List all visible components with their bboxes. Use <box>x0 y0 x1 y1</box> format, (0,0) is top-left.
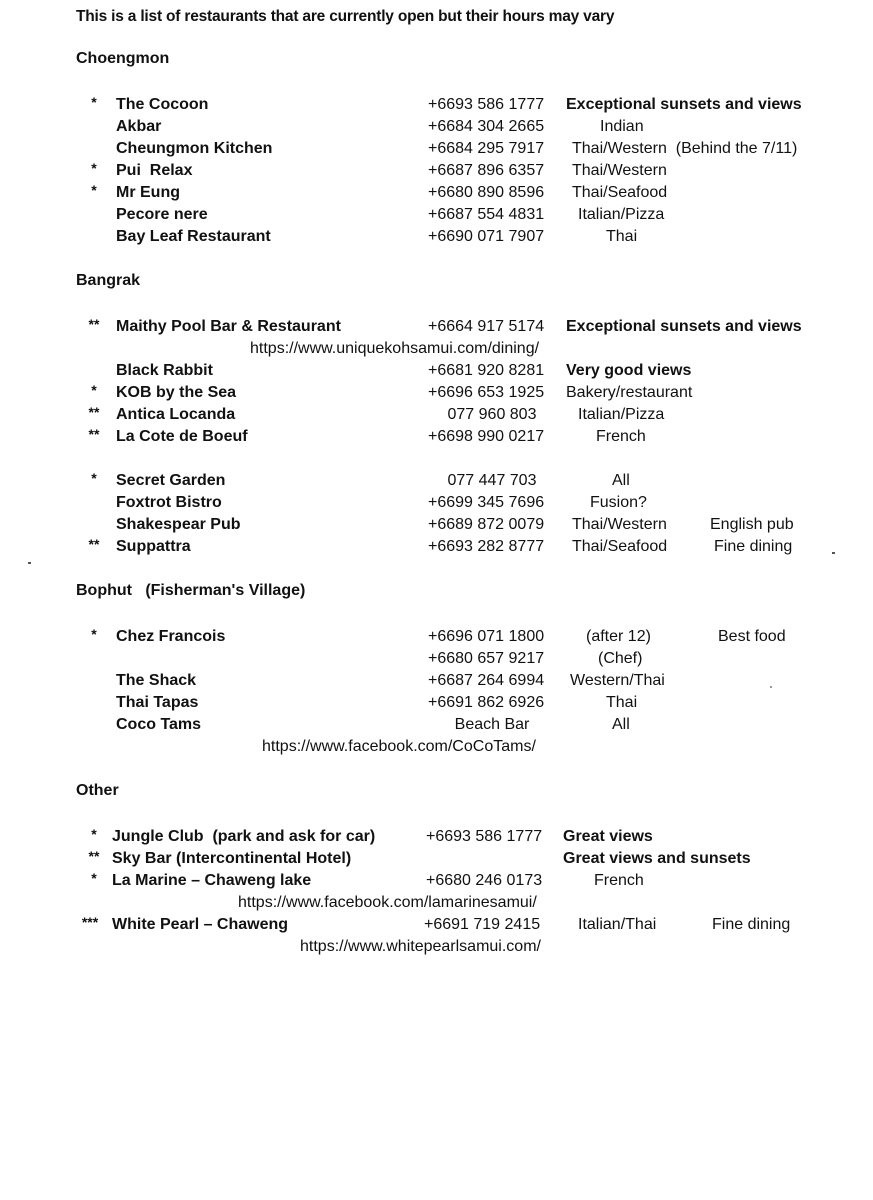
list-item <box>0 138 873 160</box>
cuisine: Western/Thai <box>570 672 665 689</box>
restaurant-url: https://www.uniquekohsamui.com/dining/ <box>250 340 540 357</box>
list-item <box>0 204 873 226</box>
cuisine: Thai <box>606 694 638 711</box>
list-item <box>0 160 873 182</box>
cuisine: All <box>612 716 630 733</box>
list-item <box>0 470 873 492</box>
restaurant-name: Maithy Pool Bar & Restaurant <box>116 318 341 335</box>
rating-stars: * <box>91 826 97 842</box>
rating-stars: * <box>91 626 97 642</box>
cuisine: French <box>596 428 646 445</box>
phone-number: +6687 554 4831 <box>428 206 545 223</box>
section-heading-bangrak: Bangrak <box>76 272 141 289</box>
list-item <box>0 914 873 936</box>
restaurant-note: Exceptional sunsets and views <box>566 318 802 335</box>
restaurant-url: https://www.facebook.com/lamarinesamui/ <box>238 894 537 911</box>
list-item <box>0 492 873 514</box>
list-item <box>0 536 873 558</box>
restaurant-name: Pui Relax <box>116 162 193 179</box>
restaurant-name: White Pearl – Chaweng <box>112 916 289 933</box>
rating-stars: * <box>91 870 97 886</box>
list-item <box>0 626 873 648</box>
list-item <box>0 714 873 736</box>
section-heading-other: Other <box>76 782 119 799</box>
phone-number: 077 960 803 <box>447 406 537 423</box>
phone-number: +6699 345 7696 <box>428 494 545 511</box>
scan-speck <box>28 562 31 564</box>
phone-number: +6680 890 8596 <box>428 184 545 201</box>
cuisine: All <box>612 472 630 489</box>
rating-stars: ** <box>88 426 100 442</box>
scan-speck <box>832 552 835 554</box>
list-item <box>0 316 873 338</box>
restaurant-name: Bay Leaf Restaurant <box>116 228 271 245</box>
restaurant-extra: Fine dining <box>712 916 791 933</box>
restaurant-note: Great views <box>563 828 653 845</box>
list-item <box>0 226 873 248</box>
phone-number: +6691 862 6926 <box>428 694 545 711</box>
phone-number: +6690 071 7907 <box>428 228 545 245</box>
restaurant-name: Mr Eung <box>116 184 180 201</box>
list-item <box>0 848 873 870</box>
cuisine: Thai/Western (Behind the 7/11) <box>572 140 798 157</box>
restaurant-name: Akbar <box>116 118 162 135</box>
phone-number: +6680 246 0173 <box>426 872 543 889</box>
restaurant-name: La Marine – Chaweng lake <box>112 872 312 889</box>
cuisine: Thai/Western <box>572 162 667 179</box>
restaurant-url: https://www.facebook.com/CoCoTams/ <box>262 738 536 755</box>
restaurant-name: The Shack <box>116 672 197 689</box>
restaurant-name: La Cote de Boeuf <box>116 428 248 445</box>
cuisine: Bakery/restaurant <box>566 384 693 401</box>
restaurant-name: Chez Francois <box>116 628 226 645</box>
list-item <box>0 826 873 848</box>
restaurant-name: Sky Bar (Intercontinental Hotel) <box>112 850 352 867</box>
phone-number: +6680 657 9217 <box>428 650 545 667</box>
list-item <box>0 94 873 116</box>
section-heading-bophut: Bophut (Fisherman's Village) <box>76 582 306 599</box>
rating-stars: ** <box>88 404 100 420</box>
list-item <box>0 514 873 536</box>
phone-number: +6684 295 7917 <box>428 140 545 157</box>
phone-number: +6696 653 1925 <box>428 384 545 401</box>
rating-stars: ** <box>88 316 100 332</box>
cuisine: Thai/Seafood <box>572 184 668 201</box>
restaurant-name: Coco Tams <box>116 716 202 733</box>
cuisine: French <box>594 872 644 889</box>
restaurant-name: Jungle Club (park and ask for car) <box>112 828 376 845</box>
restaurant-name: Pecore nere <box>116 206 208 223</box>
list-item <box>0 360 873 382</box>
phone-number: +6687 264 6994 <box>428 672 545 689</box>
list-item <box>0 404 873 426</box>
phone-number: +6684 304 2665 <box>428 118 545 135</box>
rating-stars: * <box>91 160 97 176</box>
page-title: This is a list of restaurants that are currently open but their hours may vary <box>76 8 615 25</box>
restaurant-name: KOB by the Sea <box>116 384 237 401</box>
phone-number: +6693 586 1777 <box>428 96 545 113</box>
phone-number: +6689 872 0079 <box>428 516 545 533</box>
list-item <box>0 116 873 138</box>
venue-type: Beach Bar <box>454 716 530 733</box>
scan-speck <box>770 686 772 688</box>
phone-number: +6687 896 6357 <box>428 162 545 179</box>
phone-number: +6691 719 2415 <box>424 916 541 933</box>
rating-stars: * <box>91 94 97 110</box>
rating-stars: *** <box>81 914 99 930</box>
list-item <box>0 692 873 714</box>
list-item <box>0 870 873 892</box>
restaurant-name: Antica Locanda <box>116 406 236 423</box>
phone-number: +6693 282 8777 <box>428 538 545 555</box>
restaurant-note: (after 12) <box>586 628 651 645</box>
rating-stars: * <box>91 182 97 198</box>
phone-number: +6696 071 1800 <box>428 628 545 645</box>
rating-stars: * <box>91 382 97 398</box>
restaurant-extra: English pub <box>710 516 794 533</box>
list-item <box>0 426 873 448</box>
cuisine: Italian/Thai <box>578 916 657 933</box>
restaurant-name: The Cocoon <box>116 96 209 113</box>
phone-number: 077 447 703 <box>447 472 537 489</box>
restaurant-extra: Fine dining <box>714 538 793 555</box>
phone-number: +6693 586 1777 <box>426 828 543 845</box>
list-item <box>0 382 873 404</box>
restaurant-note: Very good views <box>566 362 692 379</box>
list-item <box>0 670 873 692</box>
restaurant-name: Foxtrot Bistro <box>116 494 222 511</box>
restaurant-note: Great views and sunsets <box>563 850 751 867</box>
restaurant-extra: Best food <box>718 628 786 645</box>
cuisine: Italian/Pizza <box>578 406 665 423</box>
rating-stars: ** <box>88 536 100 552</box>
cuisine: Thai/Seafood <box>572 538 668 555</box>
restaurant-note: (Chef) <box>598 650 643 667</box>
cuisine: Thai/Western <box>572 516 667 533</box>
restaurant-name: Cheungmon Kitchen <box>116 140 273 157</box>
cuisine: Thai <box>606 228 638 245</box>
cuisine: Fusion? <box>590 494 647 511</box>
restaurant-name: Black Rabbit <box>116 362 213 379</box>
restaurant-url: https://www.whitepearlsamui.com/ <box>300 938 541 955</box>
section-heading-choengmon: Choengmon <box>76 50 170 67</box>
restaurant-name: Secret Garden <box>116 472 226 489</box>
restaurant-name: Suppattra <box>116 538 191 555</box>
rating-stars: * <box>91 470 97 486</box>
cuisine: Italian/Pizza <box>578 206 665 223</box>
phone-number: +6681 920 8281 <box>428 362 545 379</box>
restaurant-name: Thai Tapas <box>116 694 199 711</box>
rating-stars: ** <box>88 848 100 864</box>
restaurant-note: Exceptional sunsets and views <box>566 96 802 113</box>
list-item <box>0 182 873 204</box>
restaurant-name: Shakespear Pub <box>116 516 241 533</box>
cuisine: Indian <box>600 118 644 135</box>
list-item <box>0 648 873 670</box>
phone-number: +6664 917 5174 <box>428 318 545 335</box>
phone-number: +6698 990 0217 <box>428 428 545 445</box>
